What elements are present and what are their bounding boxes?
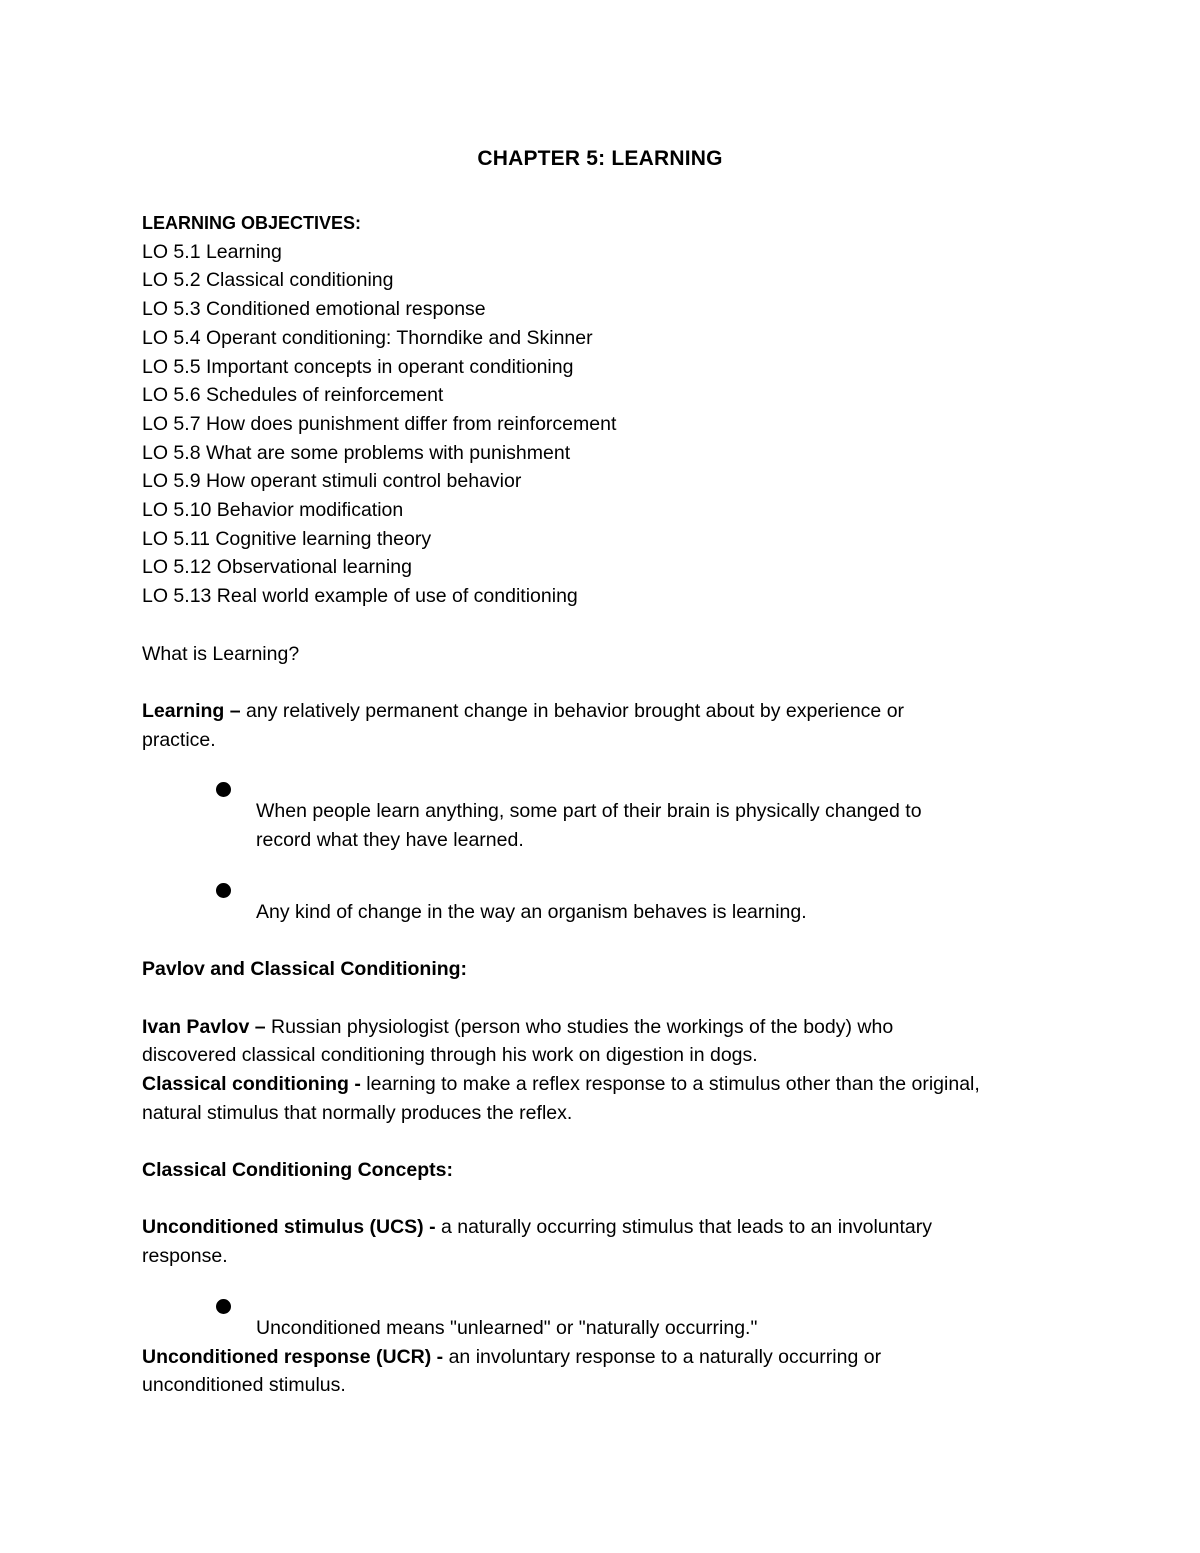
objective-item: LO 5.6 Schedules of reinforcement	[142, 384, 444, 407]
bullet-item	[142, 898, 1072, 927]
definition-term: Classical conditioning -	[142, 1072, 361, 1095]
definition-term: Unconditioned response (UCR) -	[142, 1345, 444, 1368]
definition-term: Learning –	[142, 699, 241, 722]
pavlov-definition	[142, 1013, 1072, 1070]
definition-text: any relatively permanent change in behavior brought about by experience or	[240, 699, 905, 722]
definition-text: Russian physiologist (person who studies the workings of the body) who	[265, 1015, 894, 1038]
definition-text: unconditioned stimulus.	[142, 1374, 346, 1397]
bullet-text: record what they have learned.	[256, 829, 524, 852]
concepts-heading: Classical Conditioning Concepts:	[142, 1159, 453, 1182]
bullet-text: When people learn anything, some part of their brain is physically changed to	[256, 800, 922, 823]
objective-item: LO 5.11 Cognitive learning theory	[142, 527, 432, 550]
question-heading: What is Learning?	[142, 642, 300, 665]
learning-definition	[142, 697, 1072, 754]
definition-text: an involuntary response to a naturally occurring or	[443, 1345, 882, 1368]
objective-item: LO 5.13 Real world example of use of conditioning	[142, 585, 578, 608]
ucr-definition	[142, 1343, 1072, 1400]
definition-text: response.	[142, 1245, 228, 1268]
objective-item: LO 5.8 What are some problems with punishment	[142, 441, 571, 464]
objective-item: LO 5.3 Conditioned emotional response	[142, 298, 486, 321]
objective-item: LO 5.7 How does punishment differ from reinforcement	[142, 412, 617, 435]
definition-text: a naturally occurring stimulus that leads to an involuntary	[435, 1216, 932, 1239]
objective-item: LO 5.2 Classical conditioning	[142, 269, 394, 292]
definition-term: Ivan Pavlov –	[142, 1015, 266, 1038]
definition-text: practice.	[142, 728, 216, 751]
bullet-icon	[216, 883, 231, 898]
bullet-text: Unconditioned means "unlearned" or "naturally occurring."	[256, 1316, 758, 1339]
objective-item: LO 5.10 Behavior modification	[142, 499, 404, 522]
objective-item: LO 5.4 Operant conditioning: Thorndike and Skinner	[142, 326, 593, 349]
classical-conditioning-definition	[142, 1070, 1072, 1127]
definition-text: learning to make a reflex response to a stimulus other than the original,	[360, 1072, 980, 1095]
ucs-definition	[142, 1213, 1072, 1270]
document-body	[142, 209, 1072, 1400]
definition-text: natural stimulus that normally produces the reflex.	[142, 1101, 573, 1124]
objective-item: LO 5.1 Learning	[142, 240, 282, 263]
objective-item: LO 5.12 Observational learning	[142, 556, 412, 579]
definition-text: discovered classical conditioning through his work on digestion in dogs.	[142, 1044, 758, 1067]
objectives-heading: LEARNING OBJECTIVES:	[142, 213, 362, 233]
objective-item: LO 5.9 How operant stimuli control behavior	[142, 470, 522, 493]
bullet-item	[142, 1314, 1072, 1343]
bullet-item	[142, 797, 1072, 854]
bullet-text: Any kind of change in the way an organism behaves is learning.	[256, 900, 807, 923]
page-title: CHAPTER 5: LEARNING	[477, 147, 723, 170]
pavlov-heading: Pavlov and Classical Conditioning:	[142, 958, 468, 981]
objective-item: LO 5.5 Important concepts in operant conditioning	[142, 355, 574, 378]
definition-term: Unconditioned stimulus (UCS) -	[142, 1216, 436, 1239]
bullet-icon	[216, 1299, 231, 1314]
